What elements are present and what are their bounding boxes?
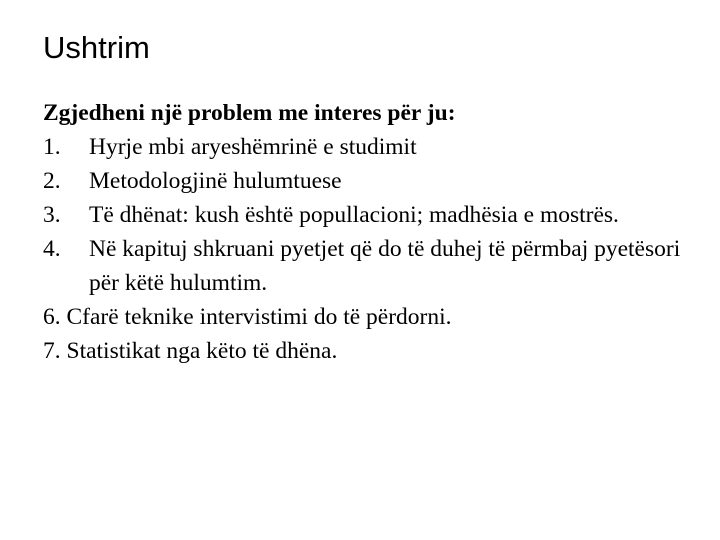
list-item [43, 198, 683, 232]
slide-body [43, 96, 683, 368]
list-item-text: Të dhënat: kush është popullacioni; madhësia e mostrës. [89, 202, 619, 228]
list-item-number: 4. [43, 236, 61, 262]
list-item-number: 1. [43, 134, 61, 160]
list-item [43, 164, 683, 198]
intro-heading: Zgjedheni një problem me interes për ju: [43, 100, 456, 126]
list-item: 7. Statistikat nga këto të dhëna. [43, 338, 338, 364]
list-item [43, 130, 683, 164]
slide-title: Ushtrim [43, 30, 150, 65]
list-item: 6. Cfarë teknike intervistimi do të përdorni. [43, 304, 452, 330]
list-item [43, 232, 683, 300]
list-item-number: 2. [43, 168, 61, 194]
list-item-number: 3. [43, 202, 61, 228]
list-item-text: Hyrje mbi aryeshëmrinë e studimit [89, 134, 417, 160]
list-item-text: Metodologjinë hulumtuese [89, 168, 342, 194]
list-item-text: Në kapituj shkruani pyetjet që do të duhej të përmbaj pyetësori për këtë hulumtim. [89, 236, 681, 296]
numbered-list [43, 130, 683, 368]
